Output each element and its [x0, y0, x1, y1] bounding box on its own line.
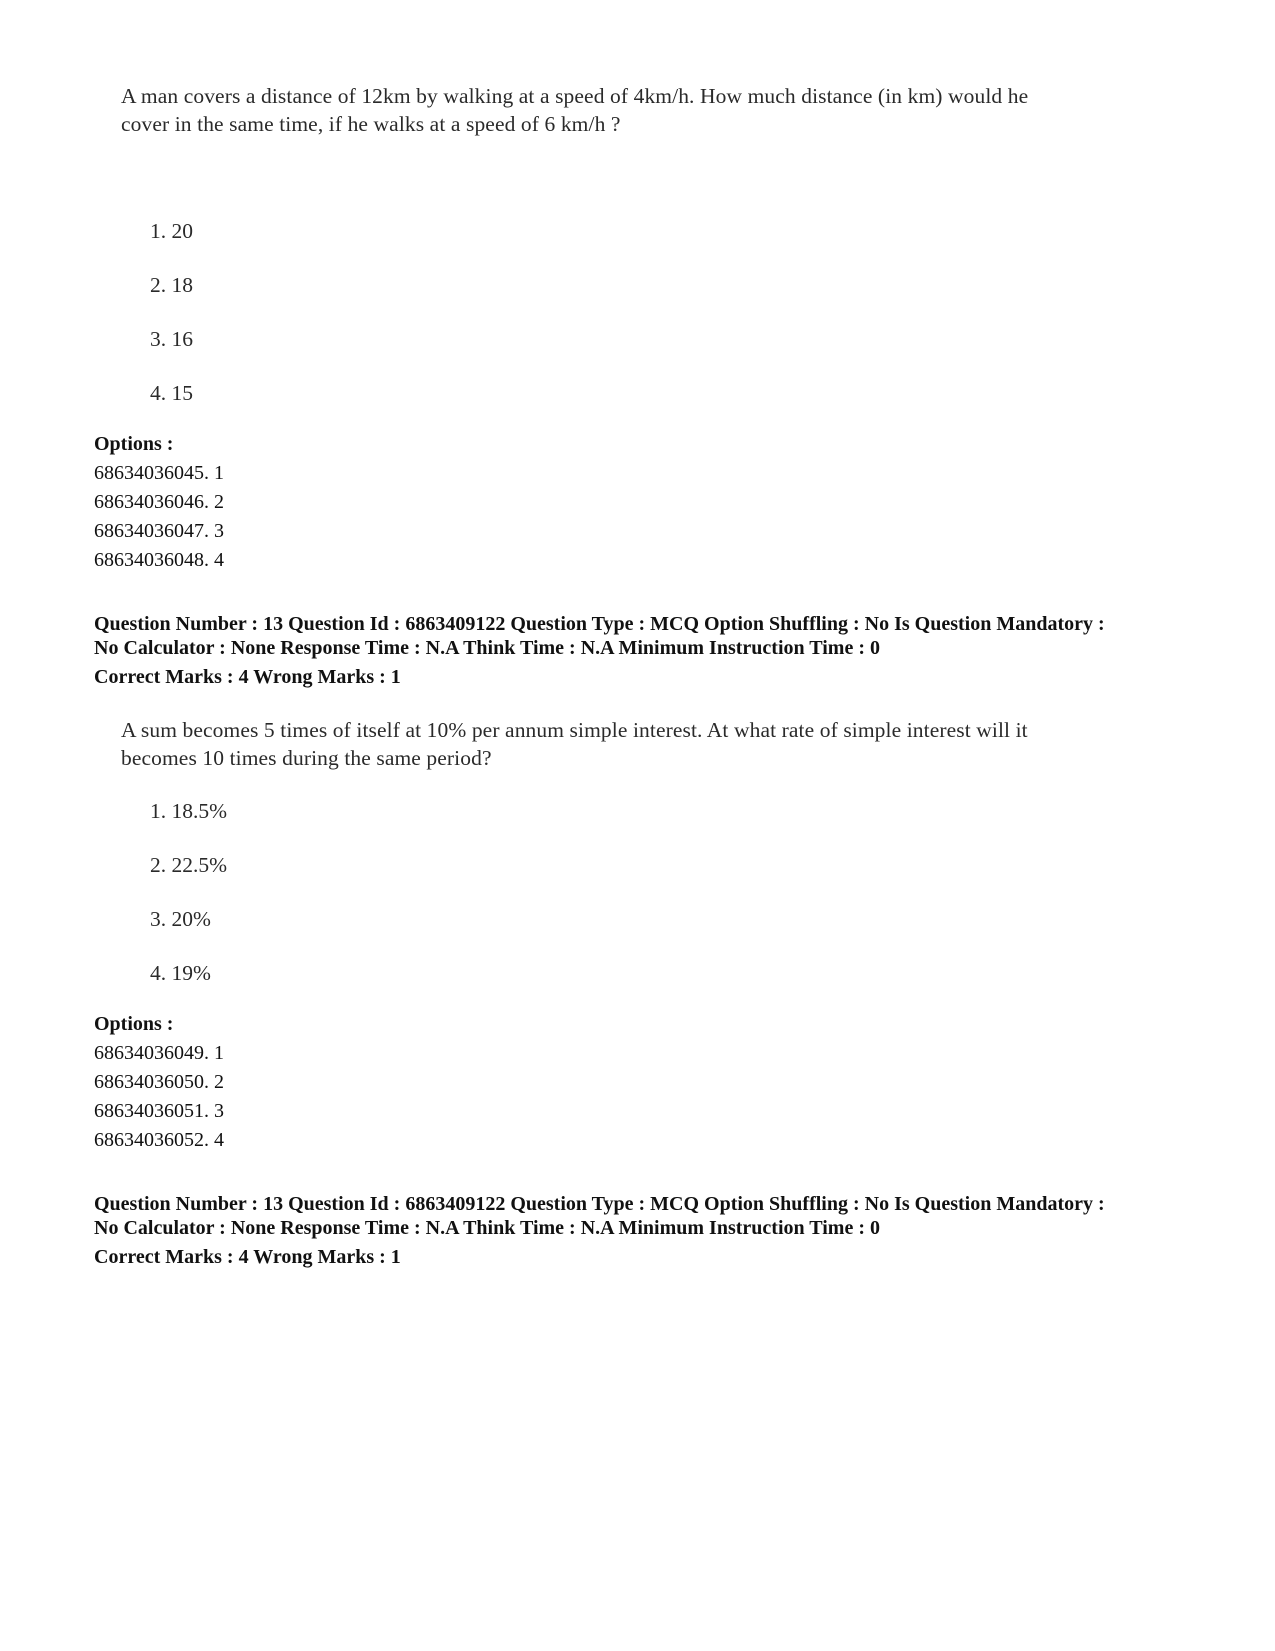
option-id: 68634036050. 2	[94, 1071, 224, 1093]
option-id: 68634036049. 1	[94, 1042, 224, 1064]
question-text-line: A sum becomes 5 times of itself at 10% per annum simple interest. At what rate of simple interest will it	[121, 718, 1028, 742]
question-meta-line: Question Number : 13 Question Id : 6863409122 Question Type : MCQ Option Shuffling : No Is Question Mandatory :	[94, 1193, 1105, 1215]
option-id: 68634036045. 1	[94, 462, 224, 484]
answer-choice: 1. 18.5%	[150, 799, 228, 823]
answer-choice: 1. 20	[150, 219, 193, 243]
question-text-line: cover in the same time, if he walks at a speed of 6 km/h ?	[121, 112, 621, 136]
options-heading: Options :	[94, 1013, 174, 1035]
option-id: 68634036048. 4	[94, 549, 224, 571]
options-heading: Options :	[94, 433, 174, 455]
option-id: 68634036052. 4	[94, 1129, 224, 1151]
question-meta-line: No Calculator : None Response Time : N.A Think Time : N.A Minimum Instruction Time : 0	[94, 1217, 880, 1239]
answer-choice: 2. 22.5%	[150, 853, 228, 877]
answer-choice: 2. 18	[150, 273, 193, 297]
answer-choice: 4. 15	[150, 381, 193, 405]
answer-choice: 3. 20%	[150, 907, 211, 931]
question-text-line: becomes 10 times during the same period?	[121, 746, 492, 770]
option-id: 68634036047. 3	[94, 520, 224, 542]
question-meta-line: Question Number : 13 Question Id : 6863409122 Question Type : MCQ Option Shuffling : No Is Question Mandatory :	[94, 613, 1105, 635]
option-id: 68634036051. 3	[94, 1100, 224, 1122]
question-marks-line: Correct Marks : 4 Wrong Marks : 1	[94, 666, 401, 688]
answer-choice: 3. 16	[150, 327, 193, 351]
question-meta-line: No Calculator : None Response Time : N.A Think Time : N.A Minimum Instruction Time : 0	[94, 637, 880, 659]
question-text-line: A man covers a distance of 12km by walking at a speed of 4km/h. How much distance (in km) would he	[121, 84, 1029, 108]
answer-choice: 4. 19%	[150, 961, 211, 985]
option-id: 68634036046. 2	[94, 491, 224, 513]
question-marks-line: Correct Marks : 4 Wrong Marks : 1	[94, 1246, 401, 1268]
